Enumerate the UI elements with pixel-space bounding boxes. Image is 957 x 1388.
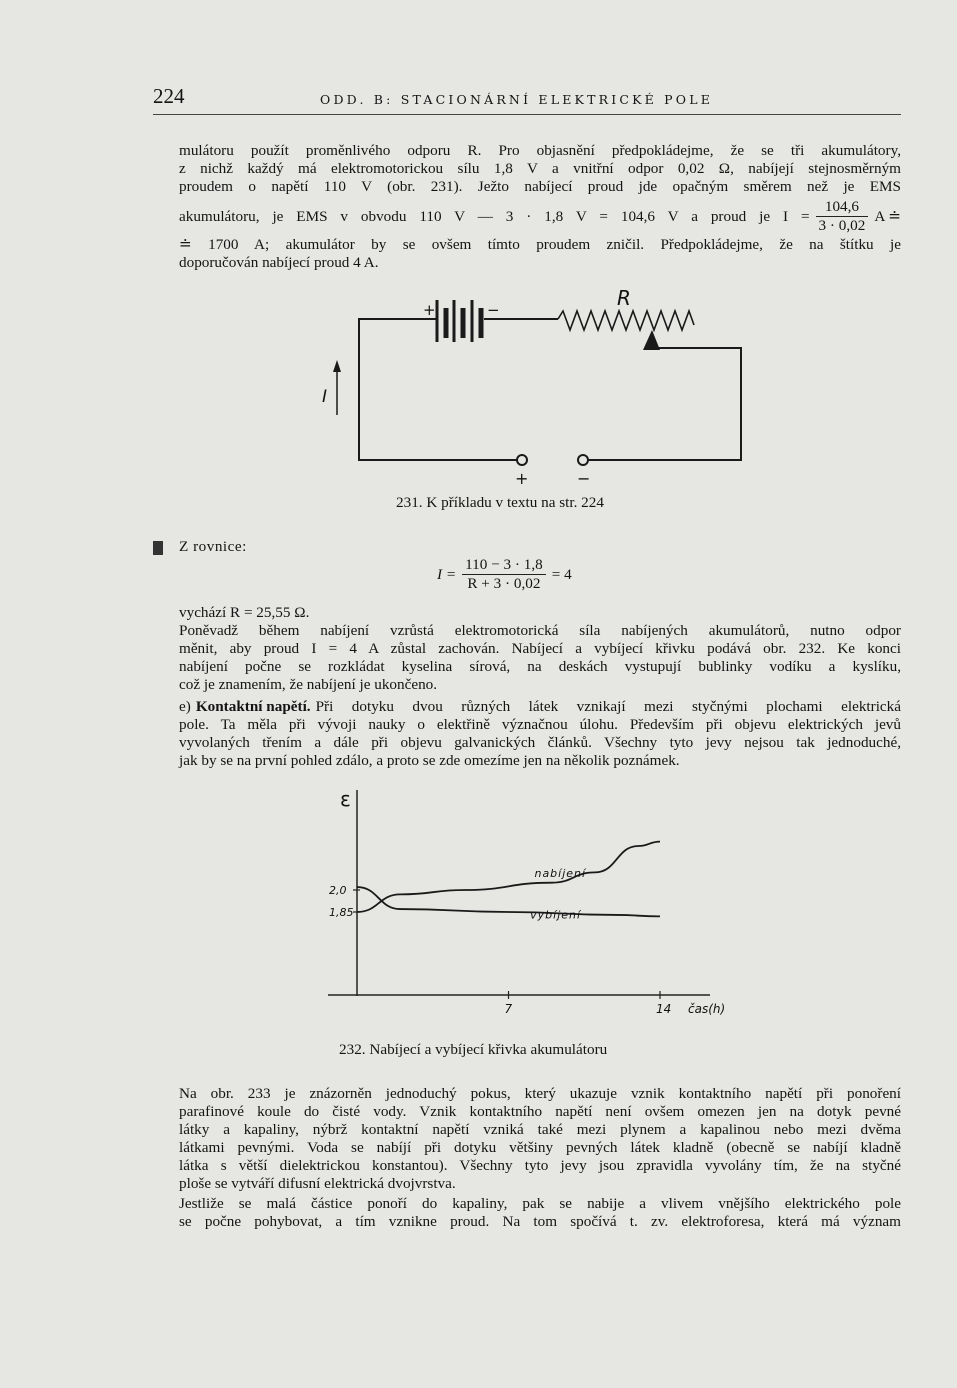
terminal-plus-label: + [515, 469, 529, 488]
x-tick-label-0: 7 [504, 1002, 513, 1016]
p4-line-6: ploše se vytváří difusní elektrická dvojvrstva. [179, 1175, 456, 1192]
p4-line-3: látky a kapaliny, nýbrž kontaktní napětí vzniká také mezi plynem a kapalinou nebo mezi dvěma [179, 1121, 901, 1138]
terminal-minus [578, 455, 588, 465]
p1-line-3: proudem o napětí 110 V (obr. 231). Ježto nabíjecí proud jde opačným směrem než je EMS [179, 178, 901, 195]
equation-intro: Z rovnice: [179, 538, 247, 555]
p4-line-4: látkami pevnými. Voda se nabíjí při dotyku většiny pevných látek kladně (obecně se nabíjí kladně [179, 1139, 901, 1156]
resistor-zigzag [558, 311, 694, 330]
p2-line-5: což je znamením, že nabíjení je ukončeno. [179, 676, 438, 693]
p4-line-5: látka s větší dielektrickou konstantou). Všechny tyto jevy jsou zpravidla vyvolány tím, že na styčné [179, 1157, 901, 1174]
y-tick-label-0: 2,0 [329, 884, 347, 897]
circuit-diagram [300, 280, 770, 500]
p2-line-1: vychází R = 25,55 Ω. [179, 604, 310, 621]
p2-line-4: nabíjení počne se rozkládat kyselina sírová, na deskách vystupují bublinky vodíku a kyslíku, [179, 658, 901, 675]
series-label-discharging: vybíjení [530, 908, 582, 922]
p1-fraction-numerator: 104,6 [824, 198, 860, 215]
p1-line-4-after: A ≐ [874, 207, 901, 225]
x-axis-label: čas(h) [688, 1002, 726, 1016]
terminal-minus-label: − [577, 469, 591, 488]
p1-line-6: doporučován nabíjecí proud 4 A. [179, 254, 379, 271]
p4-line-2: parafinové koule do čisté vody. Vznik kontaktního napětí není ovšem omezen jen na dotyk pevné [179, 1103, 901, 1120]
figure-232-caption: 232. Nabíjecí a vybíjecí křivka akumulátoru [339, 1041, 608, 1058]
p3-line-2: pole. Ta měla při vývoji nauky o elektřině význačnou úlohu. Především při objevu elektrických jevů [179, 716, 901, 733]
equation-denominator: R + 3 · 0,02 [462, 574, 546, 593]
p1-fraction-denominator: 3 · 0,02 [816, 216, 869, 235]
equation-numerator: 110 − 3 · 1,8 [465, 556, 543, 573]
p1-line-1: mulátoru použít proměnlivého odporu R. Pro objasnění předpokládejme, že se tři akumulátory, [179, 142, 901, 159]
series-label-charging: nabíjení [534, 866, 587, 880]
p1-fraction [816, 198, 869, 235]
p2-line-2: Poněvadž během nabíjení vzrůstá elektromotorická síla nabíjených akumulátorů, nutno odpor [179, 622, 901, 639]
p5-line-1: Jestliže se malá částice ponoří do kapaliny, pak se nabije a vlivem vnějšího elektrického pole [179, 1195, 901, 1212]
p2-line-3: měnit, aby proud I = 4 A zůstal zachován. Nabíjecí a vybíjecí křivku podává obr. 232. Ke konci [179, 640, 901, 657]
current-label: I [322, 387, 328, 407]
series-line-charging [357, 842, 660, 912]
chart-ticks [329, 884, 671, 1016]
battery-minus-label: − [487, 301, 500, 319]
slider-contact [643, 330, 660, 350]
p3-prefix: e) [179, 698, 191, 715]
p1-line-4-text: akumulátoru, je EMS v obvodu 110 V — 3 · 1,8 V = 104,6 V a proud je I = [179, 207, 810, 225]
p5-line-2: se počne pohybovat, a tím vznikne proud. Na tom spočívá t. zv. elektroforesa, která má význam [179, 1213, 901, 1230]
battery-plus-label: + [423, 301, 436, 319]
chart-series [357, 842, 660, 922]
page-number: 224 [153, 84, 185, 108]
wire-right-bottom [588, 348, 741, 460]
p4-line-1: Na obr. 233 je znázorněn jednoduchý pokus, který ukazuje vznik kontaktního napětí při ponoření [179, 1085, 901, 1102]
p1-line-4 [179, 198, 901, 235]
equation-fraction [462, 556, 546, 593]
charge-discharge-chart [310, 780, 750, 1030]
p1-line-2: z nichž každý má elektromotorickou sílu 1,8 V a vnitřní odpor 0,02 Ω, nabíjejí stejnosměrným [179, 160, 901, 177]
p3-line-4: jak by se na první pohled zdálo, a proto se zde omezíme jen na několik poznámek. [179, 752, 680, 769]
p1-line-5: ≐ 1700 A; akumulátor by se ovšem tímto proudem zničil. Předpokládejme, že na štítku je [179, 236, 901, 253]
p3-line-1 [179, 698, 901, 716]
running-head: ODD. B: STACIONÁRNÍ ELEKTRICKÉ POLE [320, 92, 714, 107]
p3-heading: Kontaktní napětí. [195, 698, 311, 715]
x-tick-label-1: 14 [656, 1002, 672, 1016]
equation-rhs: = 4 [551, 565, 572, 583]
series-line-discharging [357, 887, 660, 916]
equation [437, 556, 572, 593]
current-arrow-head [333, 360, 341, 372]
terminal-plus [517, 455, 527, 465]
p3-line-1-rest: Při dotyku dvou různých látek vznikají mezi styčnými plochami elektrická [315, 698, 901, 715]
equation-lhs: I = [437, 565, 457, 583]
header-rule [153, 114, 901, 115]
y-axis-label: ε [340, 787, 351, 811]
p3-line-3: vyvolaných třením a dále při objevu galvanických článků. Všechny tyto jevy nejsou tak jednoduché, [179, 734, 901, 751]
resistor-label: R [617, 286, 631, 310]
margin-mark [153, 541, 163, 555]
figure-231-caption: 231. K příkladu v textu na str. 224 [396, 494, 604, 511]
y-tick-label-1: 1,85 [329, 906, 354, 919]
